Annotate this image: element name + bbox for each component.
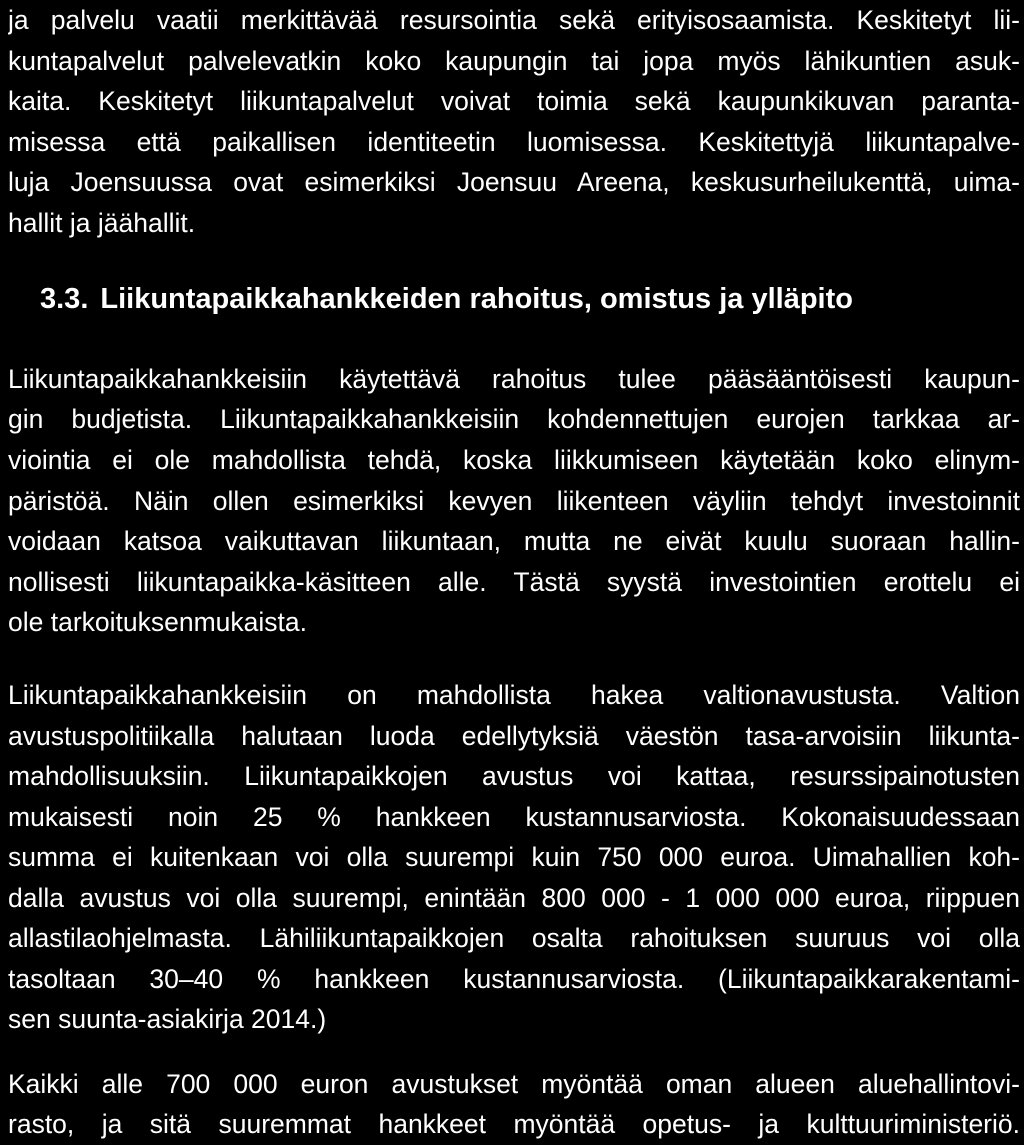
- text-line: Kaikki alle 700 000 euron avustukset myöntää oman alueen aluehallintovi-: [8, 1069, 1020, 1099]
- text-line: gin budjetista. Liikuntapaikkahankkeisiin kohdennettujen eurojen tarkkaa ar-: [8, 404, 1020, 434]
- text-line: avustuspolitiikalla halutaan luoda edellytyksiä väestön tasa-arvoisiin liikunta-: [8, 721, 1020, 751]
- text-line: summa ei kuitenkaan voi olla suurempi kuin 750 000 euroa. Uimahallien koh-: [8, 842, 1020, 872]
- text-line: mahdollisuuksiin. Liikuntapaikkojen avustus voi kattaa, resurssipainotusten: [8, 761, 1020, 791]
- text-line: sen suunta-asiakirja 2014.): [8, 1004, 327, 1034]
- text-line: mukaisesti noin 25 % hankkeen kustannusarviosta. Kokonaisuudessaan: [8, 802, 1020, 832]
- text-line: kuntapalvelut palvelevatkin koko kaupungin tai jopa myös lähikuntien asuk-: [8, 46, 1020, 76]
- section-number: 3.3.: [40, 283, 89, 315]
- text-line: allastilaohjelmasta. Lähiliikuntapaikkojen osalta rahoituksen suuruus voi olla: [8, 923, 1020, 953]
- text-line: voidaan katsoa vaikuttavan liikuntaan, mutta ne eivät kuulu suoraan hallin-: [8, 526, 1020, 556]
- section-title: Liikuntapaikkahankkeiden rahoitus, omistus ja ylläpito: [100, 283, 853, 315]
- text-line: nollisesti liikuntapaikka-käsitteen alle. Tästä syystä investointien erottelu ei: [8, 567, 1020, 597]
- text-line: rasto, ja sitä suuremmat hankkeet myöntää opetus- ja kulttuuriministeriö.: [8, 1109, 1020, 1139]
- text-line: päristöä. Näin ollen esimerkiksi kevyen liikenteen väyliin tehdyt investoinnit: [8, 486, 1020, 516]
- text-line: tasoltaan 30–40 % hankkeen kustannusarviosta. (Liikuntapaikkarakentami-: [8, 964, 1020, 994]
- text-line: luja Joensuussa ovat esimerkiksi Joensuu Areena, keskusurheilukenttä, uima-: [8, 167, 1020, 197]
- section-heading: [40, 276, 853, 322]
- text-line: kaita. Keskitetyt liikuntapalvelut voivat toimia sekä kaupunkikuvan paranta-: [8, 86, 1020, 116]
- text-line: ja palvelu vaatii merkittävää resursointia sekä erityisosaamista. Keskitetyt lii-: [8, 5, 1020, 35]
- text-line: viointia ei ole mahdollista tehdä, koska liikkumiseen käytetään koko elinym-: [8, 445, 1020, 475]
- text-line: misessa että paikallisen identiteetin luomisessa. Keskitettyjä liikuntapalve-: [8, 127, 1020, 157]
- text-line: Liikuntapaikkahankkeisiin on mahdollista hakea valtionavustusta. Valtion: [8, 680, 1020, 710]
- text-line: Liikuntapaikkahankkeisiin käytettävä rahoitus tulee pääsääntöisesti kaupun-: [8, 364, 1020, 394]
- text-line: ole tarkoituksenmukaista.: [8, 607, 308, 637]
- text-line: hallit ja jäähallit.: [8, 208, 196, 238]
- text-line: dalla avustus voi olla suurempi, enintään 800 000 - 1 000 000 euroa, riippuen: [8, 883, 1020, 913]
